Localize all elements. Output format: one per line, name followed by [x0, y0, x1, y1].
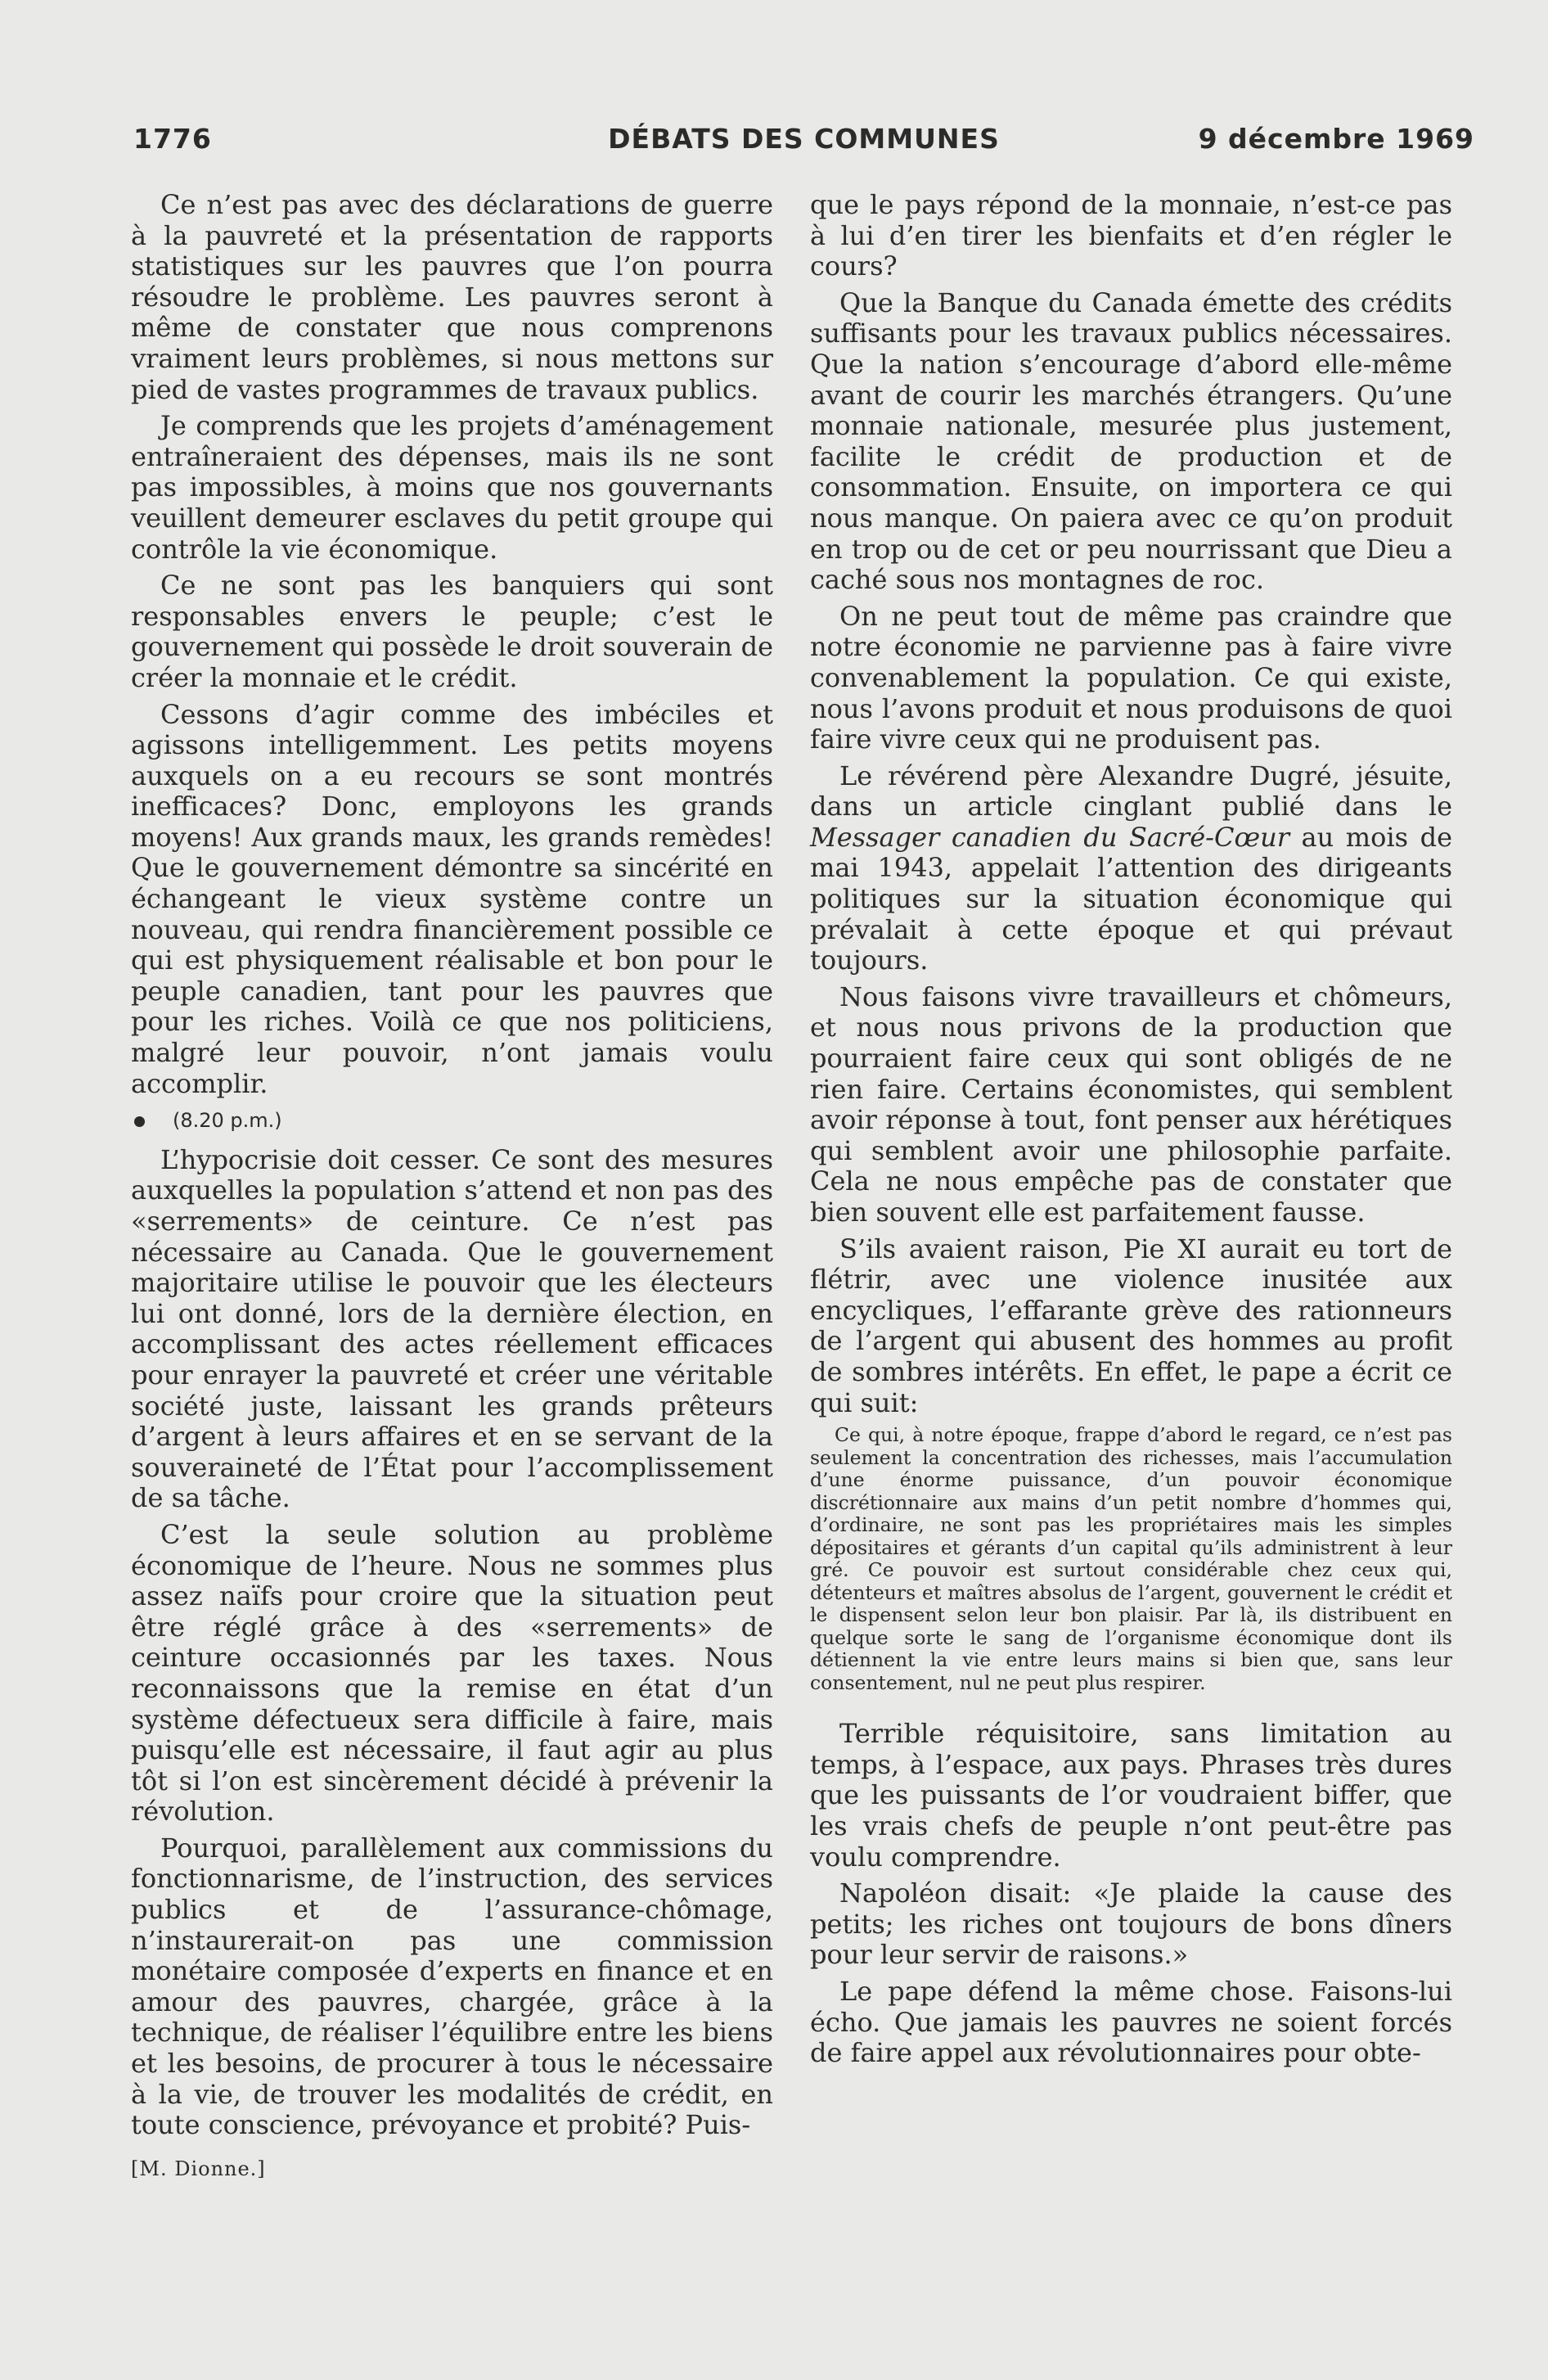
- right-column: [810, 190, 1452, 2075]
- paragraph: On ne peut tout de même pas craindre que notre économie ne parvienne pas à faire vivre convenablement la population. Ce qui existe, nous l’avons produit et nous produisons de quoi faire vivre ceux qui ne produisent pas.: [810, 600, 1452, 755]
- bullet-icon: [134, 1116, 145, 1127]
- paragraph: Ce ne sont pas les banquiers qui sont responsables envers le peuple; c’est le gouvernement qui possède le droit souverain de créer la monnaie et le crédit.: [131, 570, 773, 693]
- paragraph: Cessons d’agir comme des imbéciles et agissons intelligemment. Les petits moyens auxquels on a eu recours se sont montrés inefficaces? Donc, employons les grands moyens! Aux grands maux, les grands remèdes! Que le gouvernement démontre sa sincérité en échangeant le vieux système contre un nouveau, qui rendra financièrement possible ce qui est physiquement réalisable et bon pour le peuple canadien, tant pour les pauvres que pour les riches. Voilà ce que nos politiciens, malgré leur pouvoir, n’ont jamais voulu accomplir.: [131, 698, 773, 1099]
- paragraph: S’ils avaient raison, Pie XI aurait eu tort de flétrir, avec une violence inusitée aux encycliques, l’effarante grève des rationneurs de l’argent qui abusent des hommes au profit de sombres intérêts. En effet, le pape a écrit ce qui suit:: [810, 1233, 1452, 1418]
- paragraph: Le pape défend la même chose. Faisons-lui écho. Que jamais les pauvres ne soient forcés de faire appel aux révolutionnaires pour obte-: [810, 1975, 1452, 2069]
- speaker-attribution: [M. Dionne.]: [131, 2157, 266, 2180]
- page-number: 1776: [133, 123, 212, 155]
- time-stamp: [131, 1106, 773, 1137]
- publication-title: DÉBATS DES COMMUNES: [608, 123, 1000, 155]
- session-date: 9 décembre 1969: [1198, 123, 1474, 155]
- paragraph: Napoléon disait: «Je plaide la cause des petits; les riches ont toujours de bons dîners pour leur servir de raisons.»: [810, 1877, 1452, 1971]
- time-stamp-text: (8.20 p.m.): [173, 1109, 282, 1133]
- left-column: [131, 190, 773, 2184]
- paragraph: que le pays répond de la monnaie, n’est-ce pas à lui d’en tirer les bienfaits et d’en régler le cours?: [810, 189, 1452, 282]
- paragraph: Terrible réquisitoire, sans limitation au temps, à l’espace, aux pays. Phrases très dures que les puissants de l’or voudraient biffer, que les vrais chefs de peuple n’ont peut-être pas voulu comprendre.: [810, 1718, 1452, 1873]
- paragraph: Nous faisons vivre travailleurs et chômeurs, et nous nous privons de la production que pourraient faire ceux qui sont obligés de ne rien faire. Certains économistes, qui semblent avoir réponse à tout, font penser aux hérétiques qui semblent avoir une philosophie parfaite. Cela ne nous empêche pas de constater que bien souvent elle est parfaitement fausse.: [810, 980, 1452, 1228]
- paragraph: L’hypocrisie doit cesser. Ce sont des mesures auxquelles la population s’attend et non pas des «serrements» de ceinture. Ce n’est pas nécessaire au Canada. Que le gouvernement majoritaire utilise le pouvoir que les électeurs lui ont donné, lors de la dernière élection, en accomplissant des actes réellement efficaces pour enrayer la pauvreté et créer une véritable société juste, laissant les grands prêteurs d’argent à leurs affaires et en se servant de la souveraineté de l’État pour l’accomplissement de sa tâche.: [131, 1143, 773, 1514]
- paragraph-text: au mois de mai 1943, appelait l’attention des dirigeants politiques sur la situation économique qui prévalait à cette époque et qui prévaut toujours.: [810, 821, 1453, 976]
- paragraph: Je comprends que les projets d’aménagement entraîneraient des dépenses, mais ils ne sont pas impossibles, à moins que nos gouvernants veuillent demeurer esclaves du petit groupe qui contrôle la vie économique.: [131, 410, 773, 565]
- paragraph: Que la Banque du Canada émette des crédits suffisants pour les travaux publics nécessaires. Que la nation s’encourage d’abord elle-même avant de courir les marchés étrangers. Qu’une monnaie nationale, mesurée plus justement, facilite le crédit de production et de consommation. Ensuite, on importera ce qui nous manque. On paiera avec ce qu’on produit en trop ou de cet or peu nourrissant que Dieu a caché sous nos montagnes de roc.: [810, 286, 1452, 596]
- page-header: [133, 123, 1474, 164]
- paragraph: Ce n’est pas avec des déclarations de guerre à la pauvreté et la présentation de rapports statistiques sur les pauvres que l’on pourra résoudre le problème. Les pauvres seront à même de constater que nous comprenons vraiment leurs problèmes, si nous mettons sur pied de vastes programmes de travaux publics.: [131, 189, 773, 405]
- paragraph: [810, 761, 1452, 976]
- paragraph: C’est la seule solution au problème économique de l’heure. Nous ne sommes plus assez naïfs pour croire que la situation peut être réglé grâce à des «serrements» de ceinture occasionnés par les taxes. Nous reconnaissons que la remise en état d’un système défectueux sera difficile à faire, mais puisqu’elle est nécessaire, il faut agir au plus tôt si l’on est sincèrement décidé à prévenir la révolution.: [131, 1518, 773, 1828]
- paragraph: Pourquoi, parallèlement aux commissions du fonctionnarisme, de l’instruction, des services publics et de l’assurance-chômage, n’instaurerait-on pas une commission monétaire composée d’experts en finance et en amour des pauvres, chargée, grâce à la technique, de réaliser l’équilibre entre les biens et les besoins, de procurer à tous le nécessaire à la vie, de trouver les modalités de crédit, en toute conscience, prévoyance et probité? Puis-: [131, 1832, 773, 2141]
- block-quote: Ce qui, à notre époque, frappe d’abord le regard, ce n’est pas seulement la concentration des richesses, mais l’accumulation d’une énorme puissance, d’un pouvoir économique discrétionnaire aux mains d’un petit nombre d’hommes qui, d’ordinaire, ne sont pas les propriétaires mais les simples dépositaires et gérants d’un capital qu’ils administrent à leur gré. Ce pouvoir est surtout considérable chez ceux qui, détenteurs et maîtres absolus de l’argent, gouvernent le crédit et le dispensent selon leur bon plaisir. Par là, ils distribuent en quelque sorte le sang de l’organisme économique dont ils détiennent la vie entre leurs mains si bien que, sans leur consentement, nul ne peut plus respirer.: [810, 1423, 1452, 1694]
- publication-name: Messager canadien du Sacré-Cœur: [810, 821, 1290, 853]
- paragraph-text: Le révérend père Alexandre Dugré, jésuite, dans un article cinglant publié dans le: [810, 760, 1452, 823]
